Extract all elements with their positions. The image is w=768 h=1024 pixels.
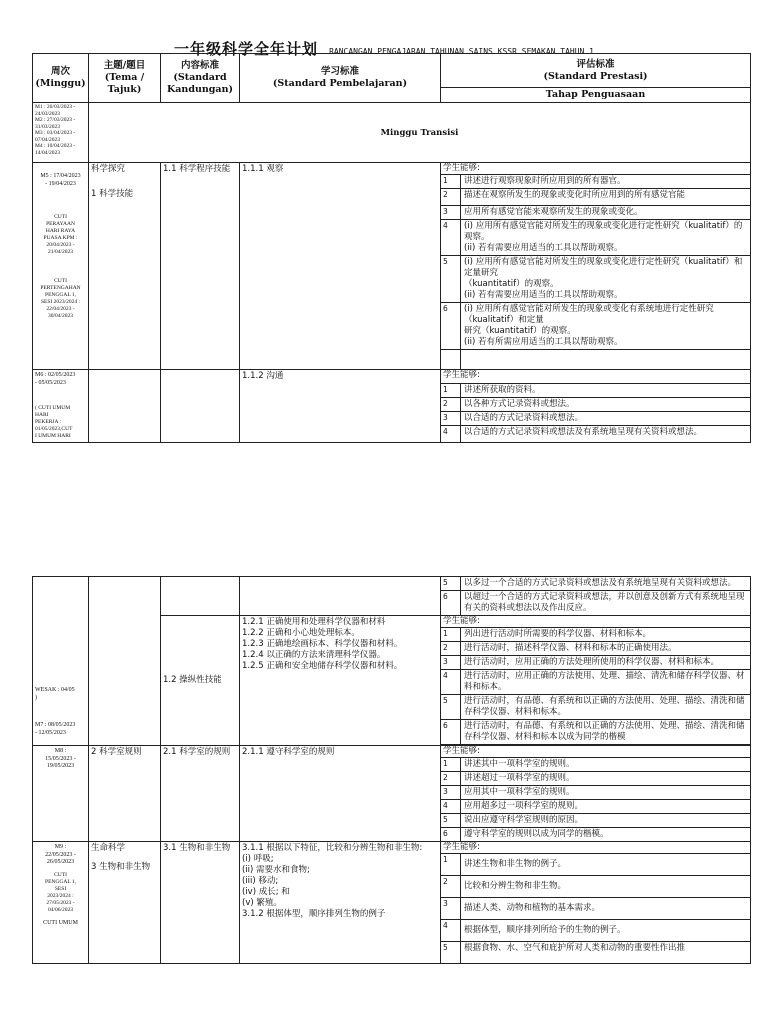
header-minggu: 周次 (Minggu) (33, 54, 89, 103)
sk-3-1: 3.1 生物和非生物 (161, 842, 240, 964)
level-descriptor: 遵守科学室的规则以成为同学的楷模。 (461, 828, 751, 842)
level-number: 3 (441, 206, 461, 220)
level-descriptor: 进行活动时，描述科学仪器、材料和标本的正确使用法。 (461, 642, 751, 656)
header-tahap-penguasaan: Tahap Penguasaan (441, 88, 751, 103)
level-number: 3 (441, 898, 461, 920)
header-standard-prestasi: 评估标准 (Standard Prestasi) (441, 54, 751, 88)
week-m6-dates: M6 : 02/05/2023 - 05/05/2023 (35, 372, 76, 386)
level-descriptor: 进行活动时，有品德、有系统和以正确的方法使用、处理、描绘、清洗和储存科学仪器、材料和标本。 (461, 695, 751, 720)
sp-1-2-4: 1.2.4 以正确的方法来清理科学仪器。 (242, 650, 386, 660)
sp-1-2 (240, 616, 441, 746)
level-descriptor: 以合适的方式记录资料或想法及有系统地呈现有关资料或想法。 (461, 426, 751, 443)
level-number: 2 (441, 642, 461, 656)
header-standard-pembelajaran: 学习标准 (Standard Pembelajaran) (240, 54, 441, 103)
level-descriptor: 进行活动时，应用正确的方法使用、处理、描绘、清洗和储存科学仪器、材料和标本。 (461, 670, 751, 695)
tema-peraturan-makmal: 2 科学室规则 (89, 746, 161, 842)
level-number: 3 (441, 656, 461, 670)
level-descriptor: (i) 应用所有感觉官能对所发生的现象或变化有系统地进行定性研究（kualitatif）和定量 研究（kuantitatif）的观察。 (ii) 若有所需应用适当的工具以帮助观察。 (461, 303, 751, 350)
level-intro: 学生能够: (441, 370, 751, 384)
level-descriptor: 根据食物、水、空气和庇护所对人类和动物的重要性作出推 (461, 942, 751, 964)
level-descriptor: 应用所有感觉官能来观察所发生的现象或变化。 (461, 206, 751, 220)
week-m7 (33, 577, 89, 746)
cuti-hari-pekerja: ( CUTI UMUM HARI PEKERJA : 01/05/2023,CUT I UMUM HARI (35, 405, 73, 439)
level-descriptor: 进行活动时，应用正确的方法处理所使用的科学仪器、材料和标本。 (461, 656, 751, 670)
tema-m6 (89, 370, 161, 443)
week-m8-dates: M8 : 15/05/2023 - 19/05/2023 (45, 748, 76, 769)
level-descriptor: 以合适的方式记录资料或想法。 (461, 412, 751, 426)
week-m5 (33, 163, 89, 370)
header-standard-kandungan: 内容标准 (Standard Kandungan) (161, 54, 240, 103)
level-descriptor-blank (461, 350, 751, 370)
sp-2-1-1: 2.1.1 遵守科学室的规则 (240, 746, 441, 842)
level-descriptor: 描述人类、动物和植物的基本需求。 (461, 898, 751, 920)
level-number: 4 (441, 220, 461, 256)
level-descriptor: 讲述所获取的资料。 (461, 384, 751, 398)
level-descriptor: 进行活动时，有品德、有系统和以正确的方法使用、处理、描绘、清洗和储存科学仪器、材料和标本以成为同学的楷模 (461, 720, 751, 745)
tema-m7 (89, 577, 161, 746)
level-descriptor: 应用其中一项科学室的规则。 (461, 786, 751, 800)
sp-continued (240, 577, 441, 616)
level-number: 1 (441, 384, 461, 398)
sp-1-1-2: 1.1.2 沟通 (240, 370, 441, 443)
level-number: 6 (441, 591, 461, 616)
week-m9 (33, 842, 89, 964)
level-number: 6 (441, 828, 461, 842)
level-number: 3 (441, 412, 461, 426)
sp-1-2-2: 1.2.2 正确和小心地处理标本。 (242, 628, 360, 638)
tema-sains-inkuiri: 科学探究 (91, 164, 126, 174)
level-descriptor: (i) 应用所有感觉官能对所发生的现象或变化进行定性研究（kualitatif）和定量研究 （kuantitatif）的观察。 (ii) 若有需要应用适当的工具以帮助观察。 (461, 256, 751, 303)
level-descriptor: 讲述超过一项科学室的规则。 (461, 772, 751, 786)
level-number: 2 (441, 398, 461, 412)
sp-1-2-3: 1.2.3 正确地绘画标本、科学仪器和材料。 (242, 639, 403, 649)
cuti-raya-puasa: CUTI PERAYAAN HARI RAYA PUASA KPM : 20/04/2023 - 21/04/2023 (43, 214, 78, 255)
sp-1-2-1: 1.2.1 正确使用和处理科学仪器和材料 (242, 617, 386, 627)
sk-m6 (161, 370, 240, 443)
title-malay: RANCANGAN PENGAJARAN TAHUNAN SAINS KSSR SEMAKAN TAHUN 1 (329, 47, 594, 56)
tema-m9 (89, 842, 161, 964)
plan-table-page-1 (32, 53, 751, 443)
weeks-m1-m4: M1 : 20/03/2023 - 24/03/2023 M2 : 27/03/2023 - 31/03/2023 M3 : 03/04/2023 - 07/04/2023 M4 : 10/04/2023 - 14/04/2023 (33, 103, 89, 163)
level-descriptor: 比较和分辨生物和非生物。 (461, 876, 751, 898)
level-number: 3 (441, 786, 461, 800)
sk-2-1: 2.1 科学室的规则 (161, 746, 240, 842)
level-number: 2 (441, 772, 461, 786)
tema-kemahiran-saintifik: 1 科学技能 (91, 189, 134, 199)
level-number: 5 (441, 256, 461, 303)
level-number: 1 (441, 175, 461, 189)
level-number: 1 (441, 758, 461, 772)
level-number: 1 (441, 854, 461, 876)
level-number-blank (441, 350, 461, 370)
level-number: 4 (441, 670, 461, 695)
level-descriptor: 以各种方式记录资料或想法。 (461, 398, 751, 412)
sk-continued (161, 577, 240, 616)
level-descriptor: 应用超多过一项科学室的规则。 (461, 800, 751, 814)
level-descriptor: 讲述其中一项科学室的规则。 (461, 758, 751, 772)
week-m5-dates: M5 : 17/04/2023 - 19/04/2023 (40, 173, 81, 187)
level-descriptor: 描述在观察所发生的现象或变化时所应用到的所有感觉官能 (461, 189, 751, 206)
level-number: 2 (441, 876, 461, 898)
tema-m5 (89, 163, 161, 370)
level-descriptor: 以超过一个合适的方式记录资料或想法，并以创意及创新方式有系统地呈现有关的资料或想法以及作出反应。 (461, 591, 751, 616)
sk-1-1: 1.1 科学程序技能 (161, 163, 240, 370)
week-m9-dates: M9 : 22/05/2023 - 26/05/2023 (45, 844, 76, 865)
cuti-penggal-1: CUTI PENGGAL 1, SESI 2023/2024 : 27/05/2023 - 04/06/2023 (45, 871, 76, 913)
header-tema: 主题/题目 (Tema / Tajuk) (89, 54, 161, 103)
tema-benda-hidup: 3 生物和非生物 (91, 862, 151, 872)
level-descriptor: 以多过一个合适的方式记录资料或想法及有系统地呈现有关资料或想法。 (461, 577, 751, 591)
level-intro: 学生能够: (441, 842, 751, 854)
tema-sains-hayat: 生命科学 (91, 843, 126, 853)
level-intro: 学生能够: (441, 746, 751, 758)
level-descriptor: 说出应遵守科学室规则的原因。 (461, 814, 751, 828)
sp-1-1-1: 1.1.1 观察 (240, 163, 441, 370)
plan-table-page-2 (32, 576, 751, 964)
level-descriptor: (i) 应用所有感觉官能对所发生的现象或变化进行定性研究（kualitatif）的观察。 (ii) 若有需要应用适当的工具以帮助观察。 (461, 220, 751, 256)
sp-3-1: 3.1.1 根据以下特征，比较和分辨生物和非生物: (i) 呼吸; (ii) 需要水和食物; (iii) 移动; (iv) 成长; 和 (v) 繁殖。 3.1.2 根据体型，顺序排列生物的例子 (240, 842, 441, 964)
level-number: 5 (441, 695, 461, 720)
level-number: 2 (441, 189, 461, 206)
sp-1-2-5: 1.2.5 正确和安全地储存科学仪器和材料。 (242, 661, 403, 671)
level-number: 5 (441, 577, 461, 591)
level-number: 4 (441, 920, 461, 942)
sk-1-2: 1.2 操纵性技能 (161, 616, 240, 746)
level-descriptor: 列出进行活动时所需要的科学仪器、材料和标本。 (461, 628, 751, 642)
cuti-umum: CUTI UMUM (43, 919, 78, 926)
title-chinese: 一年级科学全年计划 (173, 40, 318, 58)
level-number: 6 (441, 720, 461, 745)
level-number: 6 (441, 303, 461, 350)
level-intro: 学生能够: (441, 616, 751, 628)
level-descriptor: 讲述生物和非生物的例子。 (461, 854, 751, 876)
level-number: 5 (441, 942, 461, 964)
level-number: 4 (441, 800, 461, 814)
week-m8 (33, 746, 89, 842)
week-m7-dates: M7 : 08/05/2023 - 12/05/2023 (35, 722, 76, 736)
level-number: 1 (441, 628, 461, 642)
minggu-transisi: Minggu Transisi (89, 103, 751, 163)
week-m6 (33, 370, 89, 443)
level-number: 5 (441, 814, 461, 828)
level-number: 4 (441, 426, 461, 443)
level-descriptor: 讲述进行观察现象时所应用到的所有器官。 (461, 175, 751, 189)
level-descriptor: 根据体型，顺序排列所给予的生物的例子。 (461, 920, 751, 942)
cuti-pertengahan: CUTI PERTENGAHAN PENGGAL 1, SESI 2023/2024 : 22/04/2023 - 30/04/2023 (40, 278, 81, 319)
level-intro: 学生能够: (441, 163, 751, 175)
cuti-wesak: WESAK : 04/05 ) (35, 687, 75, 701)
